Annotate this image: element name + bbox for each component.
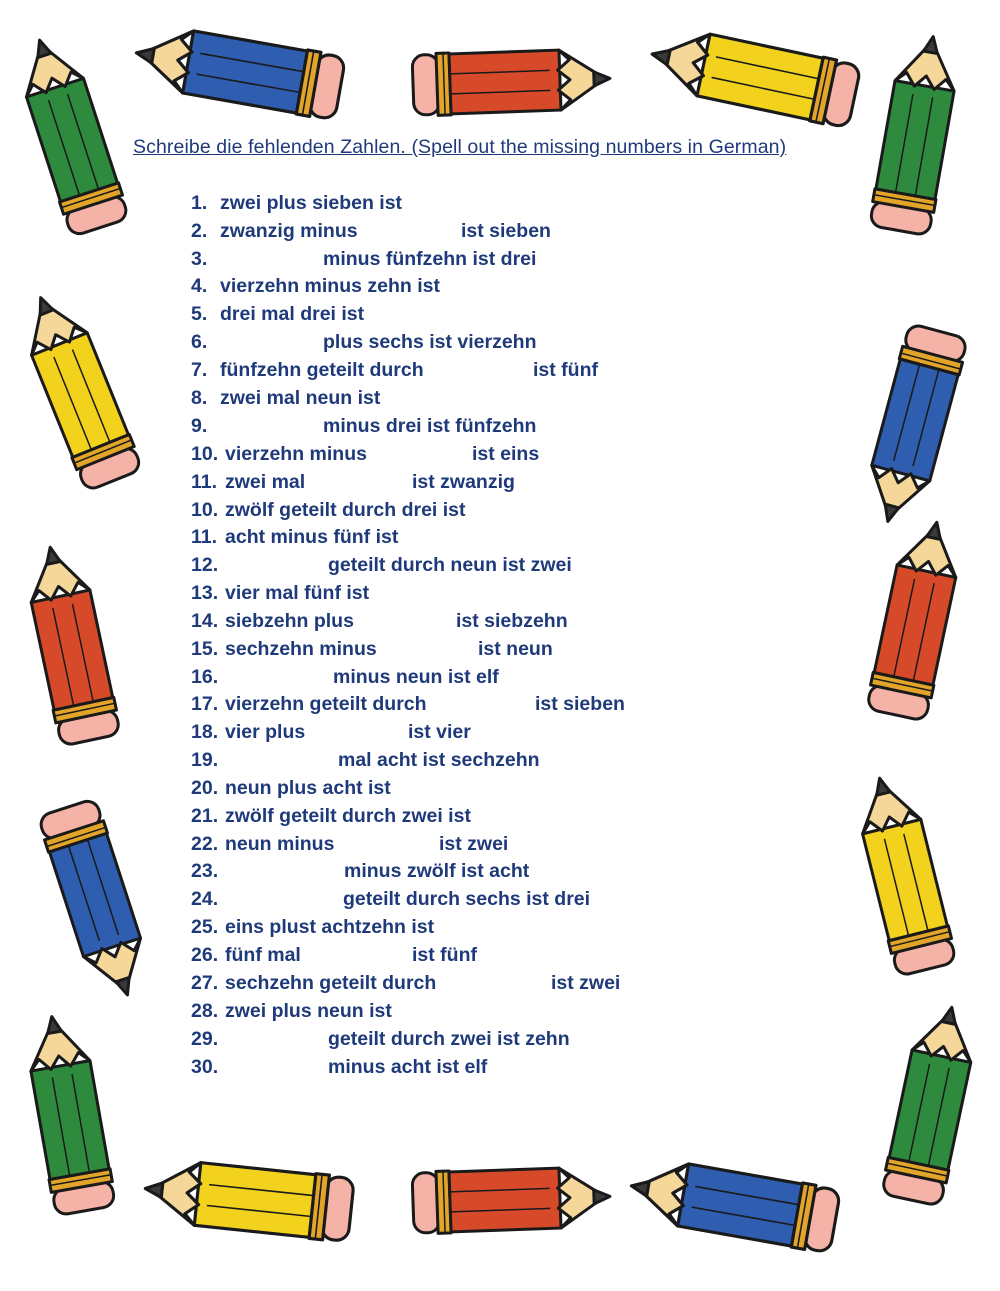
green-pencil-icon — [10, 31, 130, 238]
yellow-pencil-icon — [12, 286, 143, 492]
blue-pencil-icon — [37, 798, 157, 1005]
yellow-pencil-icon — [850, 771, 958, 977]
worksheet-instruction: Schreibe die fehlenden Zahlen. (Spell out the missing numbers in German) — [133, 136, 787, 158]
green-pencil-icon — [21, 1011, 116, 1216]
blue-pencil-icon — [131, 21, 346, 121]
red-pencil-icon — [20, 541, 122, 747]
yellow-pencil-icon — [142, 1156, 355, 1242]
blue-pencil-icon — [858, 323, 969, 529]
green-pencil-icon — [868, 31, 963, 236]
blue-pencil-icon — [626, 1154, 841, 1254]
red-pencil-icon — [412, 47, 611, 116]
yellow-pencil-icon — [645, 22, 861, 129]
red-pencil-icon — [866, 516, 968, 722]
red-pencil-icon — [412, 1165, 611, 1234]
green-pencil-icon — [881, 1001, 983, 1207]
